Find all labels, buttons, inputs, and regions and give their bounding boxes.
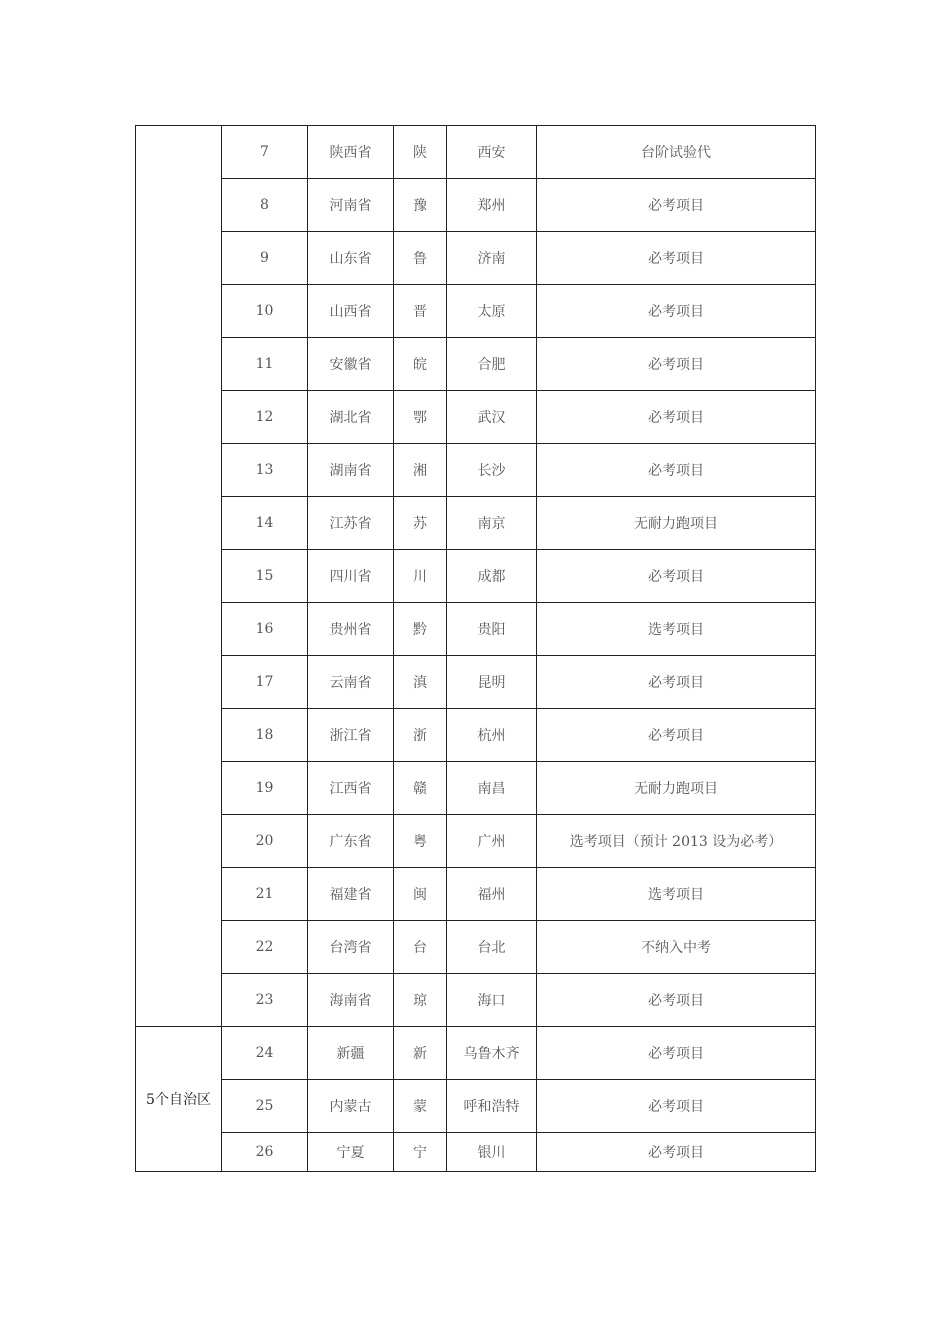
row-number-cell: 19: [222, 762, 308, 815]
table-row: [136, 603, 816, 656]
exam-status-cell: 必考项目: [537, 338, 816, 391]
province-abbr-cell: 皖: [394, 338, 447, 391]
province-abbr-cell: 新: [394, 1027, 447, 1080]
province-abbr-cell: 鄂: [394, 391, 447, 444]
capital-city-cell: 合肥: [447, 338, 537, 391]
capital-city-cell: 杭州: [447, 709, 537, 762]
province-abbr-cell: 浙: [394, 709, 447, 762]
exam-status-cell: 选考项目: [537, 868, 816, 921]
row-number-cell: 13: [222, 444, 308, 497]
row-number-cell: 8: [222, 179, 308, 232]
row-number-cell: 12: [222, 391, 308, 444]
table-row: [136, 444, 816, 497]
province-abbr-cell: 鲁: [394, 232, 447, 285]
row-number-cell: 10: [222, 285, 308, 338]
capital-city-cell: 太原: [447, 285, 537, 338]
province-abbr-cell: 台: [394, 921, 447, 974]
exam-status-cell: 必考项目: [537, 550, 816, 603]
exam-status-cell: 必考项目: [537, 391, 816, 444]
province-abbr-cell: 陕: [394, 126, 447, 179]
capital-city-cell: 昆明: [447, 656, 537, 709]
table-row: [136, 497, 816, 550]
province-abbr-cell: 滇: [394, 656, 447, 709]
table-row: [136, 285, 816, 338]
table-row: [136, 656, 816, 709]
province-name-cell: 贵州省: [308, 603, 394, 656]
table-row: [136, 921, 816, 974]
capital-city-cell: 南京: [447, 497, 537, 550]
table-row: [136, 1133, 816, 1172]
row-number-cell: 26: [222, 1133, 308, 1172]
exam-status-cell: 台阶试验代: [537, 126, 816, 179]
capital-city-cell: 武汉: [447, 391, 537, 444]
province-name-cell: 云南省: [308, 656, 394, 709]
province-name-cell: 四川省: [308, 550, 394, 603]
province-abbr-cell: 琼: [394, 974, 447, 1027]
province-abbr-cell: 粤: [394, 815, 447, 868]
province-name-cell: 湖北省: [308, 391, 394, 444]
province-abbr-cell: 苏: [394, 497, 447, 550]
province-name-cell: 江苏省: [308, 497, 394, 550]
province-name-cell: 陕西省: [308, 126, 394, 179]
province-name-cell: 内蒙古: [308, 1080, 394, 1133]
province-name-cell: 宁夏: [308, 1133, 394, 1172]
capital-city-cell: 长沙: [447, 444, 537, 497]
row-number-cell: 9: [222, 232, 308, 285]
row-number-cell: 18: [222, 709, 308, 762]
table-row: [136, 1027, 816, 1080]
table-row: [136, 762, 816, 815]
province-name-cell: 海南省: [308, 974, 394, 1027]
table-row: [136, 550, 816, 603]
capital-city-cell: 济南: [447, 232, 537, 285]
province-abbr-cell: 蒙: [394, 1080, 447, 1133]
province-name-cell: 安徽省: [308, 338, 394, 391]
province-abbr-cell: 晋: [394, 285, 447, 338]
row-number-cell: 15: [222, 550, 308, 603]
exam-status-cell: 必考项目: [537, 232, 816, 285]
exam-status-cell: 必考项目: [537, 656, 816, 709]
table-row: [136, 868, 816, 921]
capital-city-cell: 银川: [447, 1133, 537, 1172]
capital-city-cell: 台北: [447, 921, 537, 974]
row-number-cell: 14: [222, 497, 308, 550]
capital-city-cell: 福州: [447, 868, 537, 921]
table-row: [136, 391, 816, 444]
exam-status-cell: 不纳入中考: [537, 921, 816, 974]
province-abbr-cell: 川: [394, 550, 447, 603]
exam-status-cell: 必考项目: [537, 179, 816, 232]
province-name-cell: 福建省: [308, 868, 394, 921]
row-number-cell: 25: [222, 1080, 308, 1133]
group-label-cell: [136, 126, 222, 1027]
province-name-cell: 浙江省: [308, 709, 394, 762]
row-number-cell: 23: [222, 974, 308, 1027]
exam-status-cell: 必考项目: [537, 285, 816, 338]
group-label-cell: 5个自治区: [136, 1027, 222, 1172]
capital-city-cell: 海口: [447, 974, 537, 1027]
row-number-cell: 22: [222, 921, 308, 974]
province-abbr-cell: 宁: [394, 1133, 447, 1172]
capital-city-cell: 贵阳: [447, 603, 537, 656]
exam-status-cell: 必考项目: [537, 974, 816, 1027]
table-row: [136, 1080, 816, 1133]
table-row: [136, 338, 816, 391]
province-exam-table: [135, 125, 816, 1172]
exam-status-cell: 无耐力跑项目: [537, 497, 816, 550]
exam-status-cell: 必考项目: [537, 1080, 816, 1133]
province-abbr-cell: 赣: [394, 762, 447, 815]
province-abbr-cell: 豫: [394, 179, 447, 232]
province-name-cell: 江西省: [308, 762, 394, 815]
table-row: [136, 232, 816, 285]
province-name-cell: 新疆: [308, 1027, 394, 1080]
province-name-cell: 山东省: [308, 232, 394, 285]
table-row: [136, 126, 816, 179]
exam-status-cell: 选考项目: [537, 603, 816, 656]
capital-city-cell: 乌鲁木齐: [447, 1027, 537, 1080]
table-row: [136, 179, 816, 232]
capital-city-cell: 郑州: [447, 179, 537, 232]
exam-status-cell: 选考项目（预计 2013 设为必考）: [537, 815, 816, 868]
province-name-cell: 山西省: [308, 285, 394, 338]
exam-status-cell: 必考项目: [537, 1027, 816, 1080]
exam-status-cell: 无耐力跑项目: [537, 762, 816, 815]
row-number-cell: 16: [222, 603, 308, 656]
capital-city-cell: 呼和浩特: [447, 1080, 537, 1133]
table-row: [136, 709, 816, 762]
province-name-cell: 湖南省: [308, 444, 394, 497]
row-number-cell: 24: [222, 1027, 308, 1080]
exam-status-cell: 必考项目: [537, 709, 816, 762]
row-number-cell: 17: [222, 656, 308, 709]
capital-city-cell: 南昌: [447, 762, 537, 815]
row-number-cell: 7: [222, 126, 308, 179]
row-number-cell: 11: [222, 338, 308, 391]
province-abbr-cell: 闽: [394, 868, 447, 921]
exam-status-cell: 必考项目: [537, 444, 816, 497]
row-number-cell: 20: [222, 815, 308, 868]
province-name-cell: 广东省: [308, 815, 394, 868]
capital-city-cell: 成都: [447, 550, 537, 603]
province-abbr-cell: 湘: [394, 444, 447, 497]
table-body: [136, 126, 816, 1172]
province-name-cell: 河南省: [308, 179, 394, 232]
capital-city-cell: 广州: [447, 815, 537, 868]
exam-status-cell: 必考项目: [537, 1133, 816, 1172]
province-abbr-cell: 黔: [394, 603, 447, 656]
capital-city-cell: 西安: [447, 126, 537, 179]
table-row: [136, 974, 816, 1027]
table-row: [136, 815, 816, 868]
province-name-cell: 台湾省: [308, 921, 394, 974]
row-number-cell: 21: [222, 868, 308, 921]
